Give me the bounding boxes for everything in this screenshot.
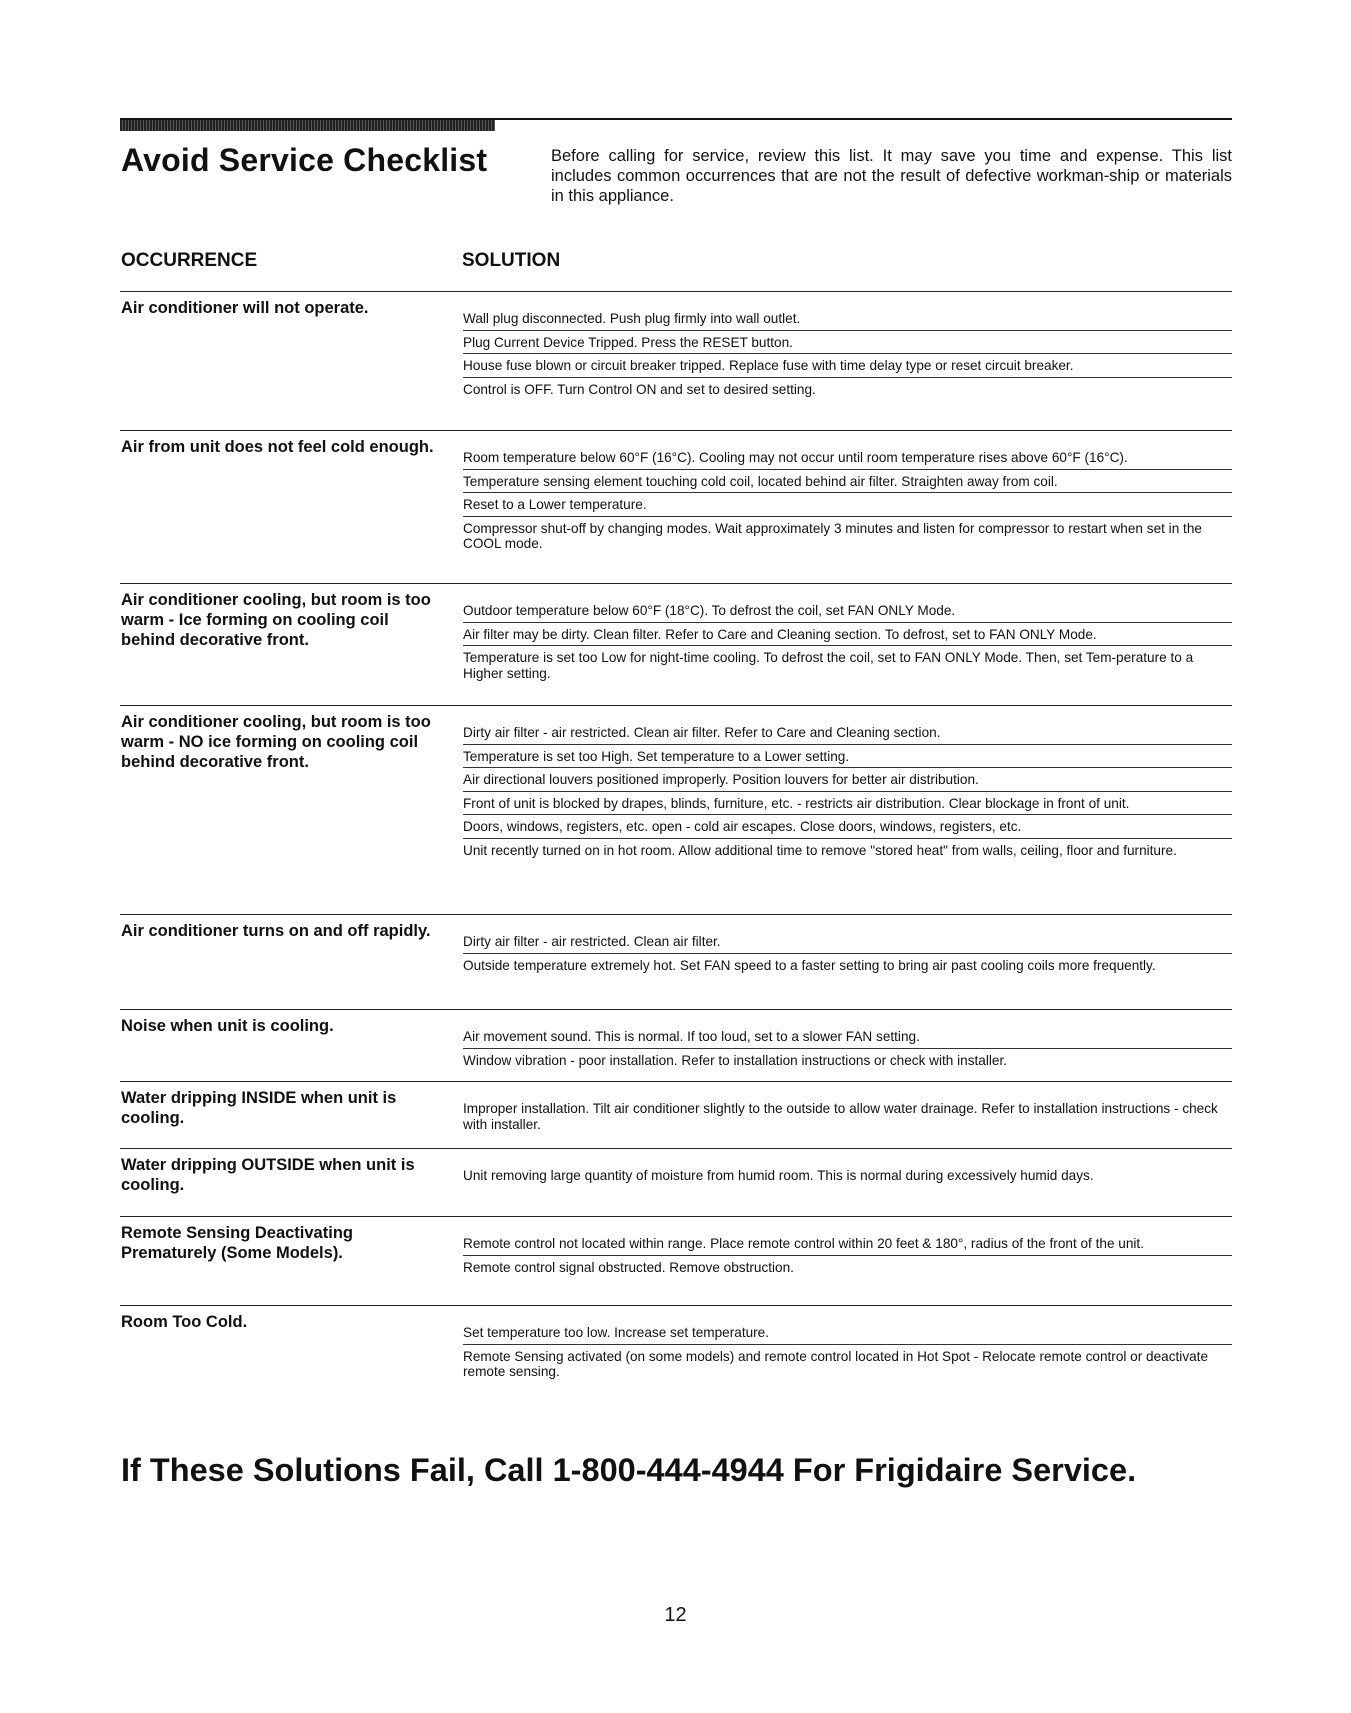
solution-item: Outside temperature extremely hot. Set FAN speed to a faster setting to bring air past cooling coils more frequently. [463,957,1156,973]
solution-item: Air directional louvers positioned improperly. Position louvers for better air distribution. [463,768,1232,792]
solution-list [463,1025,1232,1071]
checklist-row [120,1216,1232,1275]
solution-item: Air movement sound. This is normal. If too loud, set to a slower FAN setting. [463,1025,1232,1049]
solution-item: Dirty air filter - air restricted. Clean air filter. Refer to Care and Cleaning section. [463,721,1232,745]
checklist-row [120,705,1232,858]
solution-item: Unit recently turned on in hot room. Allow additional time to remove "stored heat" from walls, ceiling, floor and furniture. [463,842,1177,858]
solution-item: Outdoor temperature below 60°F (18°C). To defrost the coil, set FAN ONLY Mode. [463,599,1232,623]
checklist-row [120,430,1232,551]
solution-item: House fuse blown or circuit breaker tripped. Replace fuse with time delay type or reset circuit breaker. [463,354,1232,378]
checklist-row [120,1009,1232,1068]
occurrence-column-header: OCCURRENCE [121,250,258,271]
solution-item: Compressor shut-off by changing modes. Wait approximately 3 minutes and listen for compressor to restart when set in the COOL mode. [463,520,1202,551]
occurrence-text: Air conditioner will not operate. [121,299,369,317]
solution-item: Unit removing large quantity of moisture from humid room. This is normal during excessively humid days. [463,1168,1094,1183]
solution-item: Room temperature below 60°F (16°C). Cooling may not occur until room temperature rises above 60°F (16°C). [463,446,1232,470]
solution-item: Air filter may be dirty. Clean filter. Refer to Care and Cleaning section. To defrost, set to FAN ONLY Mode. [463,623,1232,647]
solution-item: Reset to a Lower temperature. [463,493,1232,517]
solution-list [463,1232,1232,1278]
solution-item: Front of unit is blocked by drapes, blinds, furniture, etc. - restricts air distribution. Clear blockage in front of unit. [463,792,1232,816]
solution-item: Improper installation. Tilt air conditioner slightly to the outside to allow water drainage. Refer to installation instructions - check with installer. [463,1101,1218,1132]
solution-item: Set temperature too low. Increase set temperature. [463,1321,1232,1345]
occurrence-text: Water dripping OUTSIDE when unit is cooling. [121,1156,415,1194]
checklist-row [120,1081,1232,1132]
solution-item: Doors, windows, registers, etc. open - cold air escapes. Close doors, windows, registers, etc. [463,815,1232,839]
occurrence-text: Remote Sensing Deactivating Prematurely (Some Models). [121,1224,353,1262]
solution-list [463,721,1232,861]
occurrence-text: Air from unit does not feel cold enough. [121,438,434,456]
page-title: Avoid Service Checklist [121,142,488,178]
solution-list [463,599,1232,684]
occurrence-text: Noise when unit is cooling. [121,1017,334,1035]
solution-item: Remote control not located within range. Place remote control within 20 feet & 180°, radius of the front of the unit. [463,1232,1232,1256]
solution-list [463,446,1232,555]
service-call-banner: If These Solutions Fail, Call 1-800-444-4944 For Frigidaire Service. [121,1452,1137,1488]
checklist-row [120,1148,1232,1194]
solution-item: Dirty air filter - air restricted. Clean air filter. [463,930,1232,954]
occurrence-text: Room Too Cold. [121,1313,248,1331]
solution-item: Remote Sensing activated (on some models) and remote control located in Hot Spot - Relocate remote control or deactivate remote sensing. [463,1348,1209,1379]
header-bar [120,120,495,131]
solution-item: Wall plug disconnected. Push plug firmly into wall outlet. [463,307,1232,331]
occurrence-text: Air conditioner turns on and off rapidly. [121,922,431,940]
solution-item: Remote control signal obstructed. Remove obstruction. [463,1259,794,1275]
intro-text: Before calling for service, review this list. It may save you time and expense. This list includes common occurrences that are not the result of defective workman-ship or materials in this appliance. [551,147,1232,205]
checklist-row [120,291,1232,397]
solution-list [463,1097,1232,1135]
checklist-row [120,583,1232,681]
solution-list [463,1164,1232,1187]
solution-item: Control is OFF. Turn Control ON and set to desired setting. [463,381,816,397]
occurrence-text: Air conditioner cooling, but room is too warm - Ice forming on cooling coil behind decorative front. [121,591,431,649]
solution-list [463,1321,1232,1383]
checklist-row [120,1305,1232,1379]
solution-item: Window vibration - poor installation. Refer to installation instructions or check with installer. [463,1052,1007,1068]
solution-item: Temperature sensing element touching cold coil, located behind air filter. Straighten away from coil. [463,470,1232,494]
solution-list [463,307,1232,400]
checklist-row [120,914,1232,973]
solution-item: Temperature is set too High. Set temperature to a Lower setting. [463,745,1232,769]
solution-item: Temperature is set too Low for night-time cooling. To defrost the coil, set to FAN ONLY Mode. Then, set Tem-perature to a Higher setting. [463,650,1194,681]
occurrence-text: Water dripping INSIDE when unit is cooling. [121,1089,397,1127]
occurrence-text: Air conditioner cooling, but room is too warm - NO ice forming on cooling coil behind decorative front. [121,713,431,771]
page-number: 12 [664,1604,687,1626]
solution-column-header: SOLUTION [462,250,561,271]
solution-list [463,930,1232,976]
solution-item: Plug Current Device Tripped. Press the RESET button. [463,331,1232,355]
